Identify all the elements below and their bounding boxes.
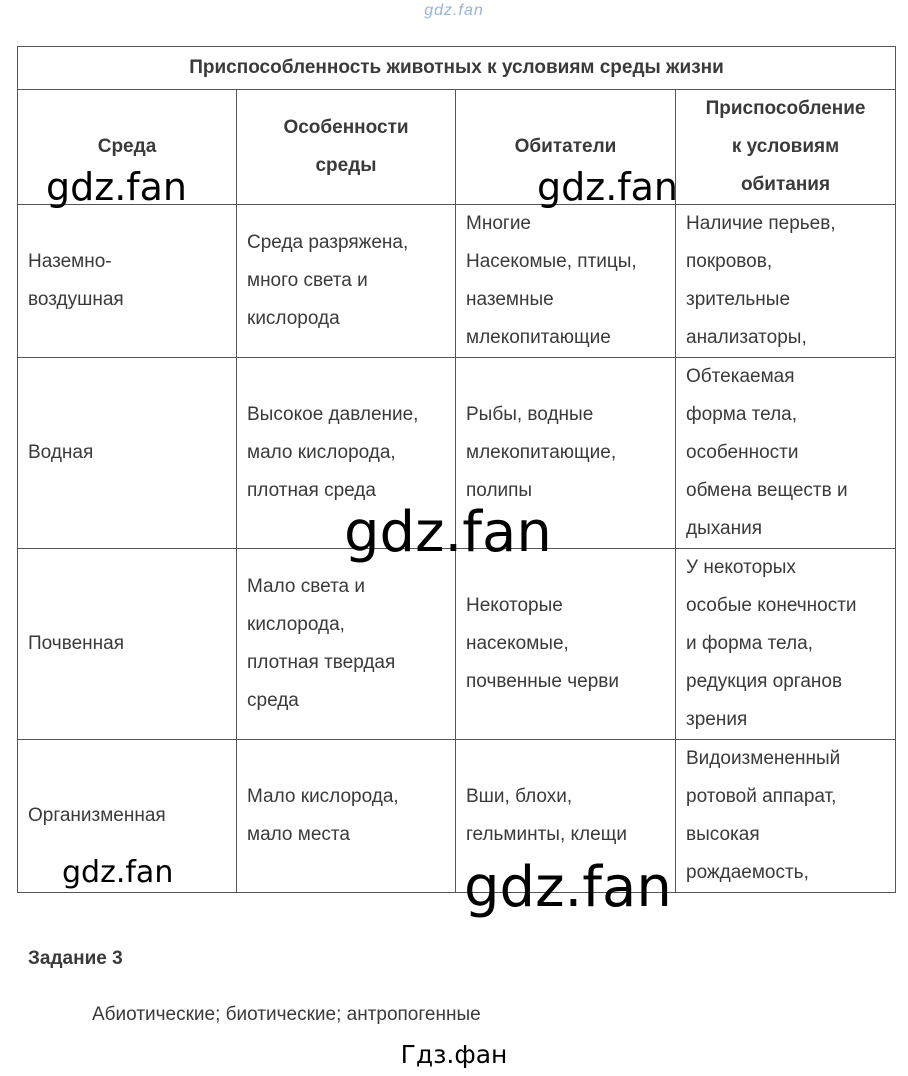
watermark: gdz.fan bbox=[46, 165, 188, 209]
table-cell: Организменная bbox=[18, 740, 237, 893]
table-cell: Высокое давление, мало кислорода, плотная среда bbox=[237, 358, 456, 549]
table-cell: Некоторые насекомые, почвенные черви bbox=[456, 549, 676, 740]
table-row bbox=[18, 549, 896, 740]
table-cell: Вши, блохи, гельминты, клещи bbox=[456, 740, 676, 893]
table-cell: Обтекаемая форма тела, особенности обмена веществ и дыхания bbox=[676, 358, 896, 549]
column-header: Среда bbox=[18, 90, 237, 205]
table-cell: Наличие перьев, покровов, зрительные анализаторы, bbox=[676, 205, 896, 358]
table-cell: Почвенная bbox=[18, 549, 237, 740]
watermark: gdz.fan bbox=[537, 165, 679, 209]
task-title: Задание 3 bbox=[28, 948, 123, 969]
footer-mark: Гдз.фан bbox=[400, 1040, 508, 1069]
table-cell: У некоторых особые конечности и форма тела, редукция органов зрения bbox=[676, 549, 896, 740]
column-header: Особенности среды bbox=[237, 90, 456, 205]
table-cell: Мало кислорода, мало места bbox=[237, 740, 456, 893]
table-caption: Приспособленность животных к условиям среды жизни bbox=[18, 47, 896, 90]
table-cell: Наземно- воздушная bbox=[18, 205, 237, 358]
watermark: gdz.fan bbox=[62, 855, 174, 890]
table-cell: Мало света и кислорода, плотная твердая среда bbox=[237, 549, 456, 740]
watermark: gdz.fan bbox=[464, 855, 672, 920]
task-answer: Абиотические; биотические; антропогенные bbox=[92, 1004, 481, 1025]
table-cell: Водная bbox=[18, 358, 237, 549]
site-mark: gdz.fan bbox=[424, 2, 484, 19]
table-cell: Среда разряжена, много света и кислорода bbox=[237, 205, 456, 358]
watermark: gdz.fan bbox=[344, 500, 552, 565]
column-header: Обитатели bbox=[456, 90, 676, 205]
table-cell: Многие Насекомые, птицы, наземные млекопитающие bbox=[456, 205, 676, 358]
column-header: Приспособление к условиям обитания bbox=[676, 90, 896, 205]
table-cell: Видоизмененный ротовой аппарат, высокая рождаемость, bbox=[676, 740, 896, 893]
table-cell: Рыбы, водные млекопитающие, полипы bbox=[456, 358, 676, 549]
table-row bbox=[18, 205, 896, 358]
